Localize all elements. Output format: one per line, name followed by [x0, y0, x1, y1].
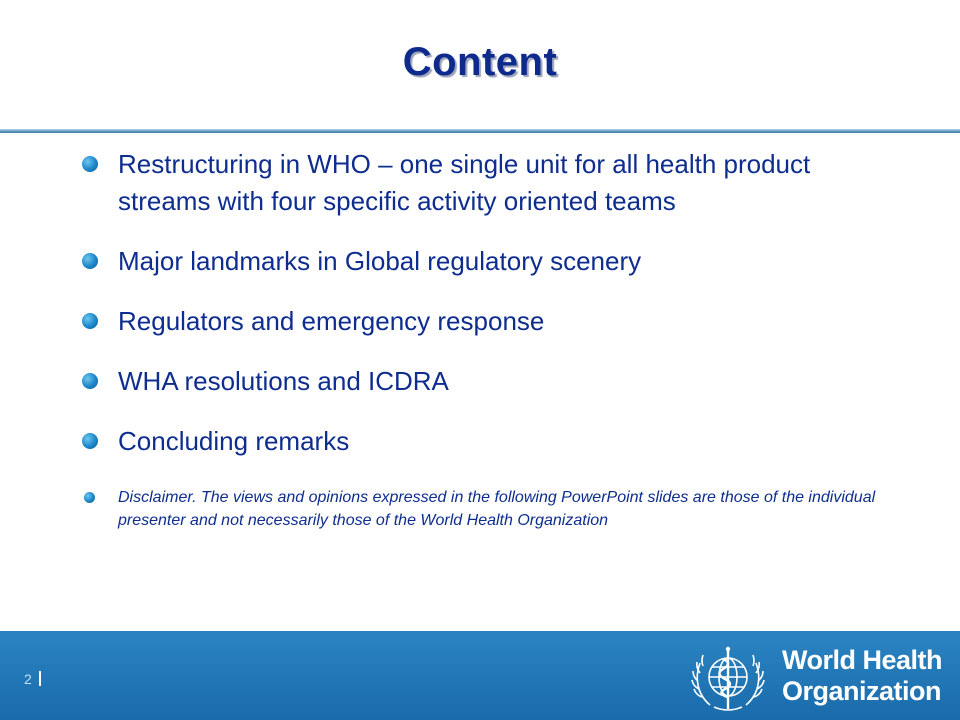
logo-line-1: World Health: [782, 645, 943, 675]
who-logo-text: [782, 645, 942, 707]
bullet-dot-icon: [84, 492, 95, 503]
bullet-text: Concluding remarks: [118, 426, 350, 456]
bullet-item: [80, 146, 880, 220]
bullet-text: Major landmarks in Global regulatory scenery: [118, 246, 642, 276]
bullet-dot-icon: [82, 156, 98, 172]
logo-line-2: Organization: [782, 676, 942, 706]
bullet-dot-icon: [82, 253, 98, 269]
disclaimer-text: Disclaimer. The views and opinions expressed in the following PowerPoint slides are those of the individual presenter and not necessarily those of the World Health Organization: [118, 489, 876, 529]
footer-bar: [0, 631, 960, 720]
bullet-text: Restructuring in WHO – one single unit for all health product streams with four specific activity oriented teams: [118, 149, 811, 216]
bullet-text: WHA resolutions and ICDRA: [118, 366, 449, 396]
title-area: [0, 0, 960, 133]
bullet-dot-icon: [82, 313, 98, 329]
page-number-value: 2: [24, 671, 32, 687]
disclaimer-item: [80, 486, 880, 532]
bullet-item: [80, 363, 880, 400]
bullet-dot-icon: [82, 373, 98, 389]
title-divider: [0, 129, 960, 133]
page-separator: [39, 671, 41, 686]
bullet-item: [80, 243, 880, 280]
bullet-item: [80, 303, 880, 340]
page-number: [24, 671, 41, 687]
who-emblem-icon: [688, 639, 768, 719]
bullet-dot-icon: [82, 433, 98, 449]
bullet-item: [80, 423, 880, 460]
slide-title: Content: [402, 40, 558, 84]
bullet-text: Regulators and emergency response: [118, 306, 545, 336]
bullet-list: [80, 146, 880, 532]
